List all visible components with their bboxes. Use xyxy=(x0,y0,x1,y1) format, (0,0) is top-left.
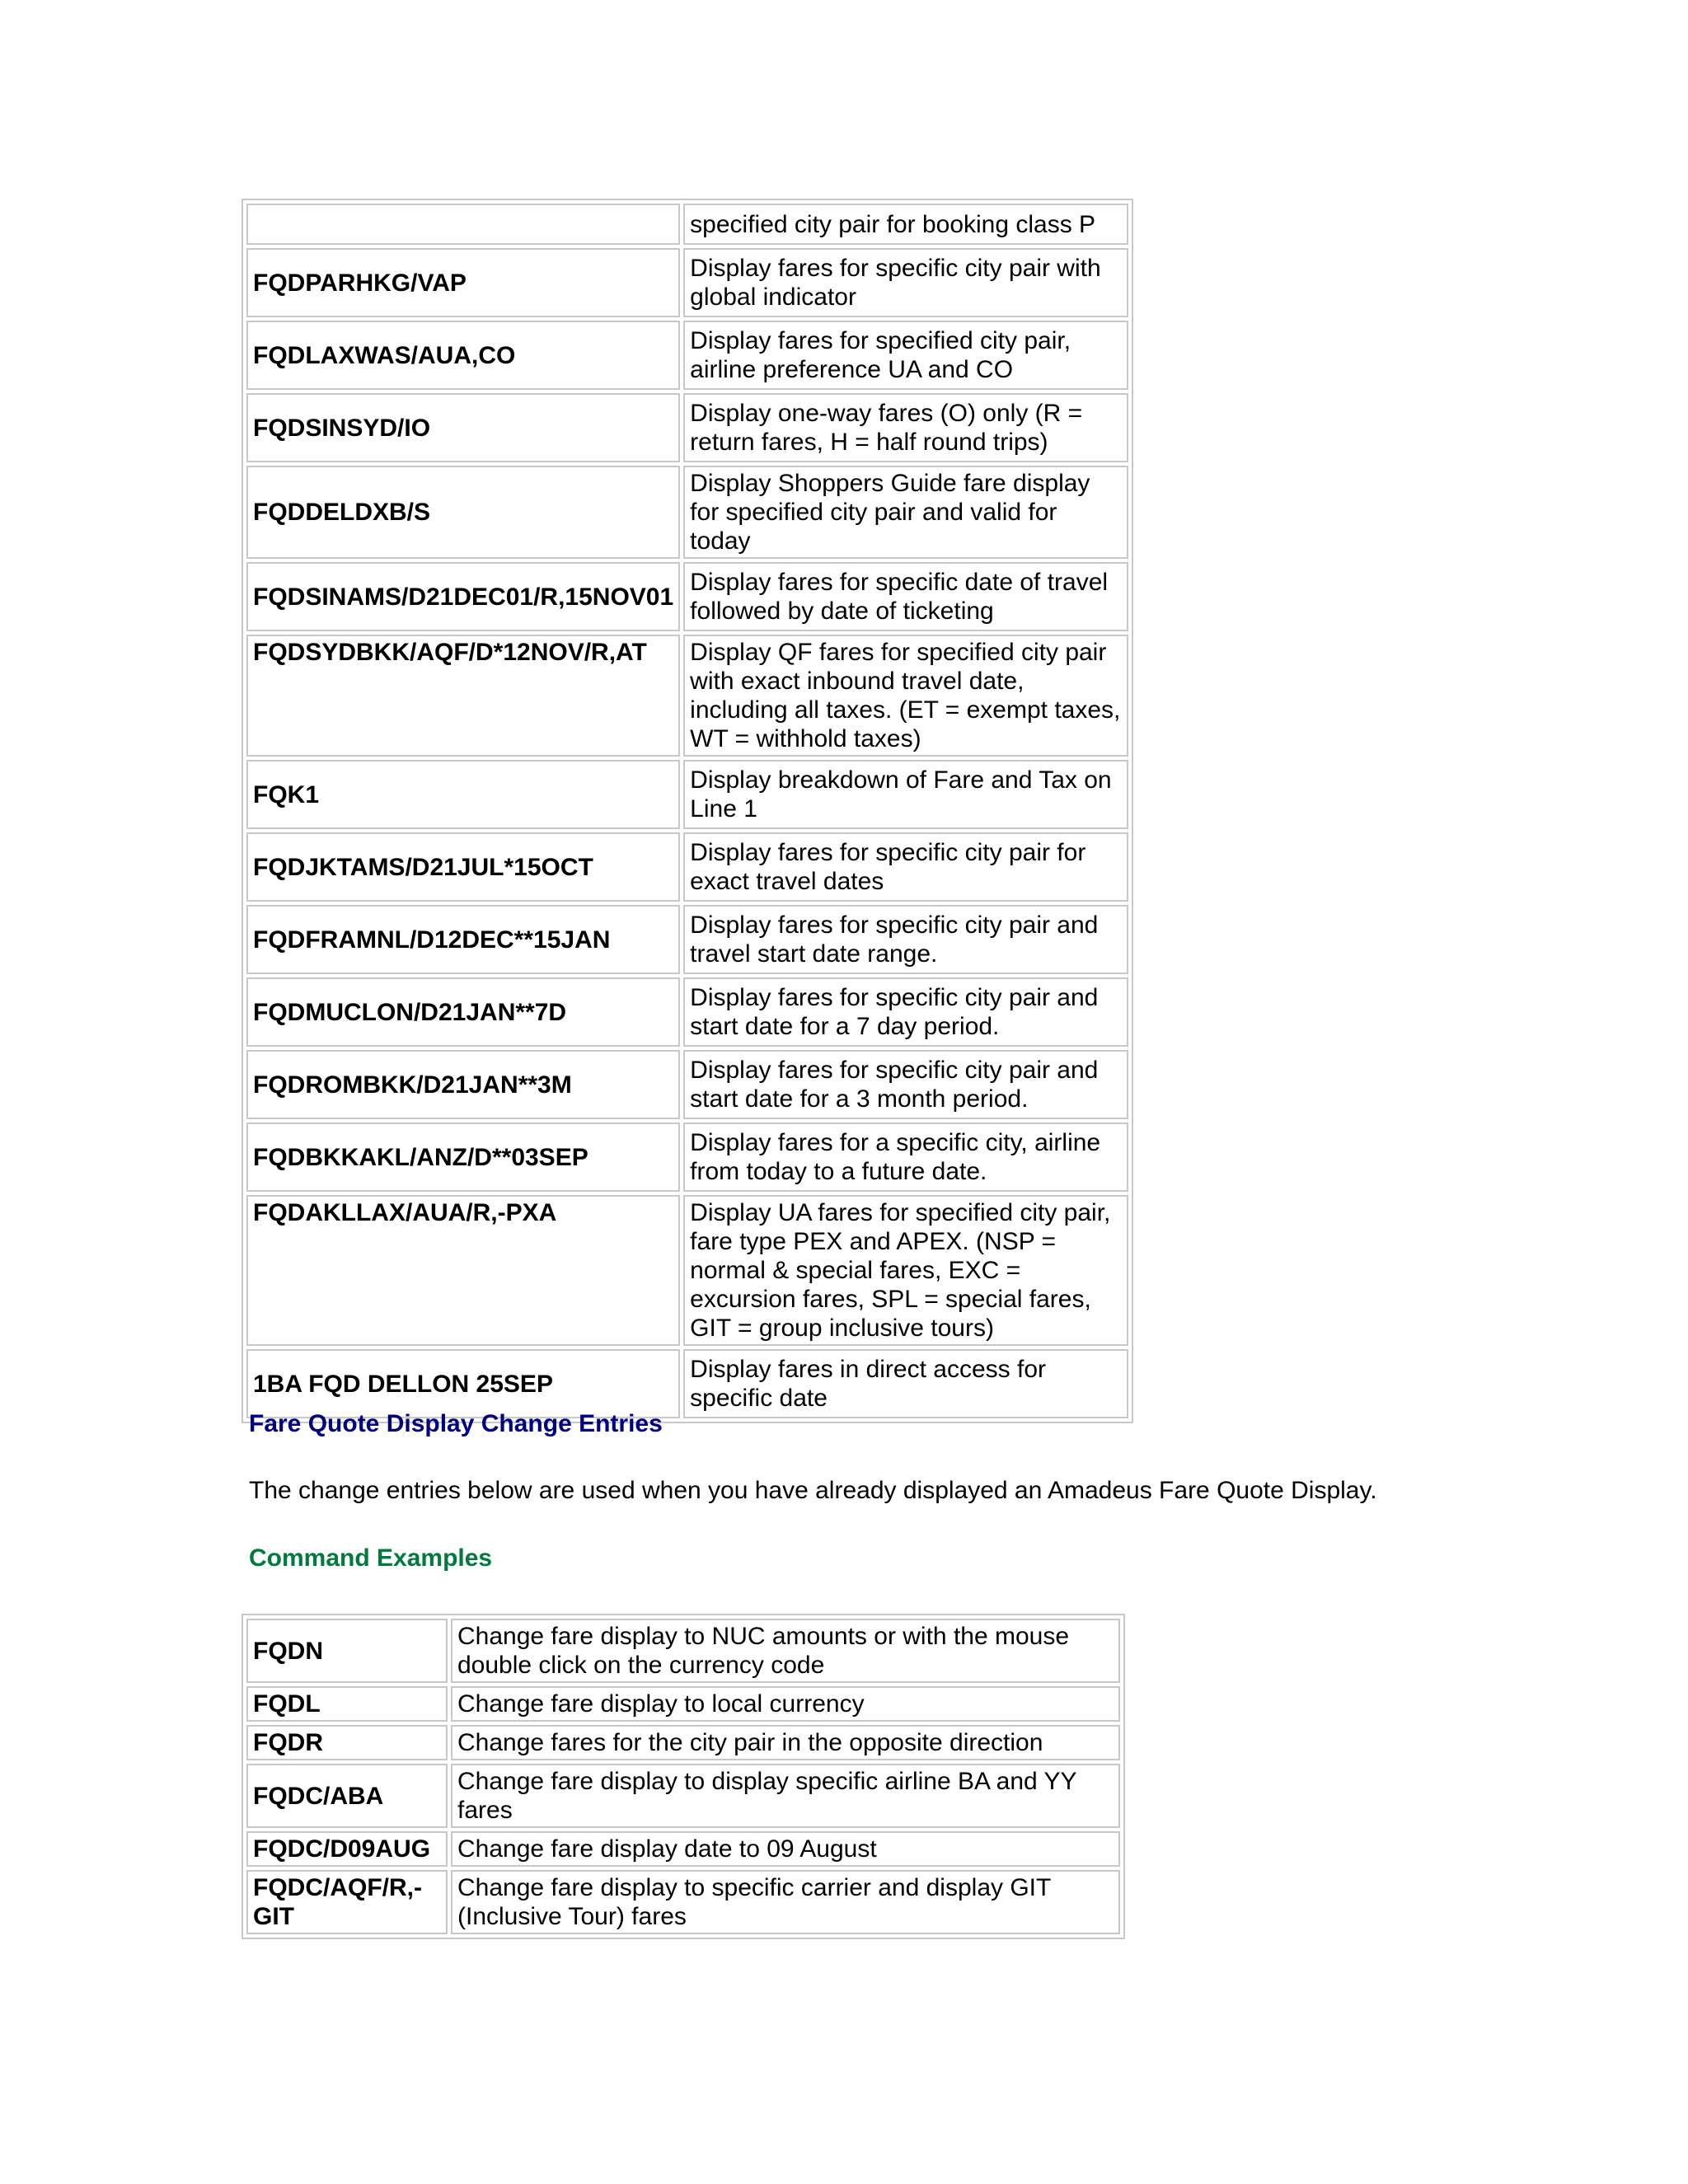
table-row xyxy=(246,635,1128,757)
command-cell: FQDN xyxy=(246,1619,448,1683)
command-cell: FQDSINAMS/D21DEC01/R,15NOV01 xyxy=(246,562,680,631)
description-cell: Display fares for specific city pair with global indicator xyxy=(683,248,1128,317)
description-cell: Display fares for specific city pair and travel start date range. xyxy=(683,905,1128,974)
table-row xyxy=(246,760,1128,829)
description-cell: Display fares in direct access for specific date xyxy=(683,1349,1128,1418)
command-cell: FQDAKLLAX/AUA/R,-PXA xyxy=(246,1195,680,1346)
command-cell: 1BA FQD DELLON 25SEP xyxy=(246,1349,680,1418)
table-row xyxy=(246,1122,1128,1192)
table-row xyxy=(246,905,1128,974)
command-cell: FQDJKTAMS/D21JUL*15OCT xyxy=(246,832,680,902)
description-cell: Display fares for specific city pair and start date for a 3 month period. xyxy=(683,1050,1128,1119)
command-cell xyxy=(246,204,680,245)
table-row xyxy=(246,248,1128,317)
command-cell: FQDC/D09AUG xyxy=(246,1831,448,1867)
fare-display-commands-table xyxy=(241,199,1133,1423)
command-cell: FQDMUCLON/D21JAN**7D xyxy=(246,977,680,1047)
table-row xyxy=(246,466,1128,559)
command-cell: FQDL xyxy=(246,1686,448,1722)
table-row xyxy=(246,1831,1120,1867)
command-cell: FQDC/AQF/R,-GIT xyxy=(246,1870,448,1934)
command-cell: FQDR xyxy=(246,1725,448,1760)
table-row xyxy=(246,1686,1120,1722)
command-cell: FQDBKKAKL/ANZ/D**03SEP xyxy=(246,1122,680,1192)
description-cell: Display breakdown of Fare and Tax on Line 1 xyxy=(683,760,1128,829)
description-cell: Change fare display to display specific airline BA and YY fares xyxy=(451,1764,1120,1828)
description-cell: Display QF fares for specified city pair with exact inbound travel date, including all taxes. (ET = exempt taxes, WT = withhold taxes) xyxy=(683,635,1128,757)
command-cell: FQK1 xyxy=(246,760,680,829)
command-cell: FQDROMBKK/D21JAN**3M xyxy=(246,1050,680,1119)
description-cell: specified city pair for booking class P xyxy=(683,204,1128,245)
description-cell: Display fares for specific city pair for exact travel dates xyxy=(683,832,1128,902)
table-row xyxy=(246,1725,1120,1760)
table-row xyxy=(246,321,1128,390)
description-cell: Change fares for the city pair in the opposite direction xyxy=(451,1725,1120,1760)
description-cell: Change fare display date to 09 August xyxy=(451,1831,1120,1867)
description-cell: Change fare display to local currency xyxy=(451,1686,1120,1722)
table-row xyxy=(246,1619,1120,1683)
table-row xyxy=(246,562,1128,631)
description-cell: Display fares for a specific city, airline from today to a future date. xyxy=(683,1122,1128,1192)
table-row xyxy=(246,1764,1120,1828)
command-cell: FQDSYDBKK/AQF/D*12NOV/R,AT xyxy=(246,635,680,757)
command-cell: FQDDELDXB/S xyxy=(246,466,680,559)
command-cell: FQDPARHKG/VAP xyxy=(246,248,680,317)
table-row xyxy=(246,1349,1128,1418)
intro-text: The change entries below are used when you have already displayed an Amadeus Fare Quote Display. xyxy=(249,1477,1377,1504)
description-cell: Display UA fares for specified city pair, fare type PEX and APEX. (NSP = normal & special fares, EXC = excursion fares, SPL = special fares, GIT = group inclusive tours) xyxy=(683,1195,1128,1346)
description-cell: Display fares for specific city pair and start date for a 7 day period. xyxy=(683,977,1128,1047)
table-row xyxy=(246,204,1128,245)
section-heading: Fare Quote Display Change Entries xyxy=(249,1410,663,1437)
description-cell: Change fare display to NUC amounts or with the mouse double click on the currency code xyxy=(451,1619,1120,1683)
table-row xyxy=(246,1195,1128,1346)
table-row xyxy=(246,1050,1128,1119)
command-cell: FQDSINSYD/IO xyxy=(246,393,680,462)
table-row xyxy=(246,1870,1120,1934)
description-cell: Display fares for specific date of travel followed by date of ticketing xyxy=(683,562,1128,631)
change-entries-table xyxy=(241,1614,1125,1939)
table-row xyxy=(246,832,1128,902)
description-cell: Display one-way fares (O) only (R = return fares, H = half round trips) xyxy=(683,393,1128,462)
description-cell: Change fare display to specific carrier and display GIT (Inclusive Tour) fares xyxy=(451,1870,1120,1934)
command-cell: FQDC/ABA xyxy=(246,1764,448,1828)
command-cell: FQDFRAMNL/D12DEC**15JAN xyxy=(246,905,680,974)
table-row xyxy=(246,977,1128,1047)
command-cell: FQDLAXWAS/AUA,CO xyxy=(246,321,680,390)
table-row xyxy=(246,393,1128,462)
examples-heading: Command Examples xyxy=(249,1544,493,1572)
description-cell: Display Shoppers Guide fare display for specified city pair and valid for today xyxy=(683,466,1128,559)
description-cell: Display fares for specified city pair, airline preference UA and CO xyxy=(683,321,1128,390)
